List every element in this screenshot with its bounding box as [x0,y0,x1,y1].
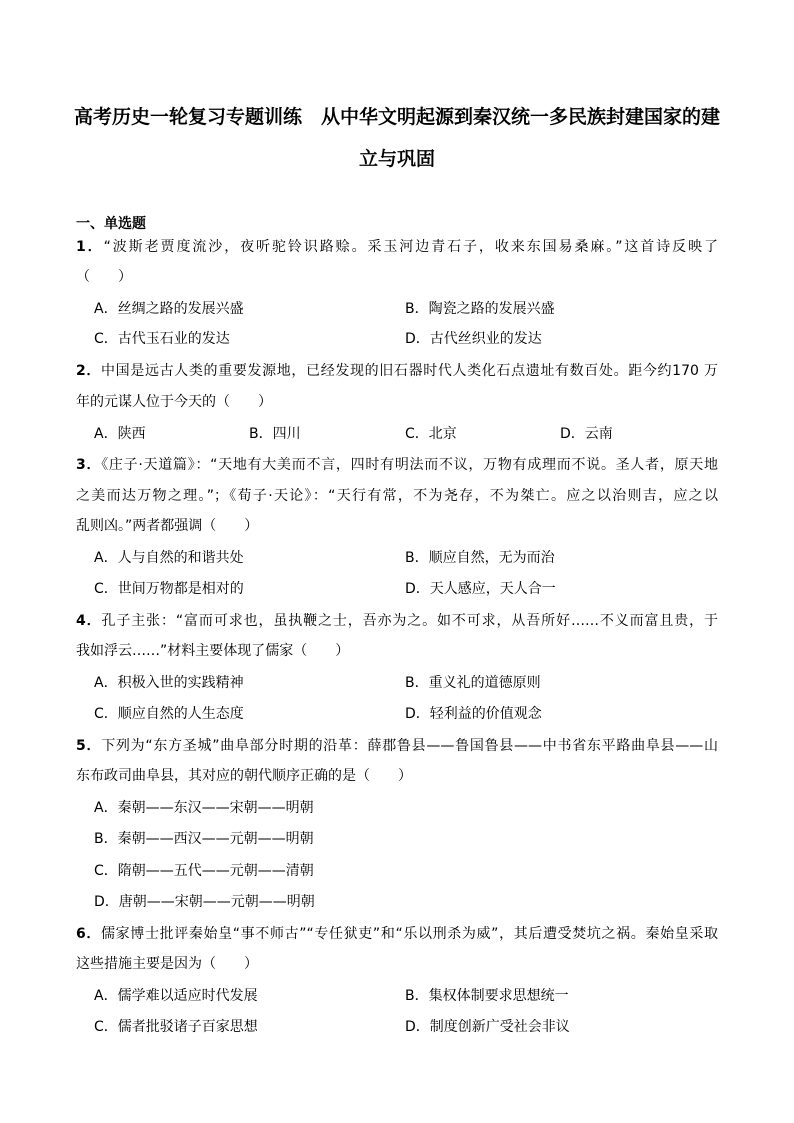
question-4-option-b[interactable]: B．重义礼的道德原则 [405,675,541,691]
question-1-option-b[interactable]: B．陶瓷之路的发展兴盛 [405,301,555,317]
question-6-line-1: 6．儒家博士批评秦始皇“事不师古”“专任狱吏”和“乐以刑杀为威”，其后遭受焚坑之祸。秦始皇采取 [76,926,719,942]
question-2-option-d[interactable]: D．云南 [560,426,613,442]
question-4-option-d[interactable]: D．轻利益的价值观念 [405,706,542,722]
question-4-line-1: 4．孔子主张：“富而可求也，虽执鞭之士，吾亦为之。如不可求，从吾所好……不义而富且贵，于 [76,613,718,629]
question-3-option-c[interactable]: C．世间万物都是相对的 [94,581,244,597]
question-3-line-3: 乱则凶。”两者都强调（ ） [76,518,259,534]
question-3-number: 3． [76,457,102,473]
question-6-option-b[interactable]: B．集权体制要求思想统一 [405,988,569,1004]
question-4-option-c[interactable]: C．顺应自然的人生态度 [94,706,244,722]
question-2-line-1: 2．中国是远古人类的重要发源地，已经发现的旧石器时代人类化石点遗址有数百处。距今约170 万 [76,363,718,379]
question-2-option-a[interactable]: A．陕西 [94,426,146,442]
question-5-option-b[interactable]: B．秦朝——西汉——元朝——明朝 [94,831,314,847]
question-5-option-c[interactable]: C．隋朝——五代——元朝——清朝 [94,863,314,879]
question-1-option-a[interactable]: A．丝绸之路的发展兴盛 [94,301,244,317]
question-1-option-c[interactable]: C．古代玉石业的发达 [94,331,230,347]
question-6-line-2: 这些措施主要是因为（ ） [76,956,258,972]
question-2-number: 2． [76,363,102,379]
section-heading: 一、单选题 [76,216,146,232]
question-3-option-b[interactable]: B．顺应自然，无为而治 [405,550,555,566]
question-6-option-a[interactable]: A．儒学难以适应时代发展 [94,988,258,1004]
question-5-option-a[interactable]: A．秦朝——东汉——宋朝——明朝 [94,800,314,816]
question-3-option-a[interactable]: A．人与自然的和谐共处 [94,550,244,566]
question-1-line-2: （ ） [76,269,132,285]
question-5-number: 5． [76,738,102,754]
question-4-option-a[interactable]: A．积极入世的实践精神 [94,675,244,691]
question-5-line-2: 东布政司曲阜县，其对应的朝代顺序正确的是（ ） [76,768,412,784]
question-5-option-d[interactable]: D．唐朝——宋朝——元朝——明朝 [94,894,315,910]
question-6-number: 6． [76,926,102,942]
question-3-line-2: 之美而达万物之理。”；《荀子·天论》：“天行有常，不为尧存，不为桀亡。应之以治则吉，应之以 [76,488,718,504]
question-5-line-1: 5．下列为“东方圣城”曲阜部分时期的沿革：薛郡鲁县——鲁国鲁县——中书省东平路曲阜县——山 [76,738,718,754]
question-1-number: 1． [76,239,104,255]
question-2-line-2: 年的元谋人位于今天的（ ） [76,394,272,410]
question-6-option-c[interactable]: C．儒者批驳诸子百家思想 [94,1019,258,1035]
question-3-line-1: 3．《庄子·天道篇》：“天地有大美而不言，四时有明法而不议，万物有成理而不说。圣人者，原天地 [76,457,719,473]
question-2-option-b[interactable]: B．四川 [249,426,301,442]
question-3-option-d[interactable]: D．天人感应，天人合一 [405,581,556,597]
question-6-option-d[interactable]: D．制度创新广受社会非议 [405,1019,570,1035]
question-4-number: 4． [76,613,102,629]
question-1-line-1: 1．“波斯老贾度流沙，夜听驼铃识路赊。采玉河边青石子，收来东国易桑麻。”这首诗反映了 [76,239,718,255]
question-4-line-2: 我如浮云……”材料主要体现了儒家（ ） [76,643,350,659]
document-title-line-1: 高考历史一轮复习专题训练 从中华文明起源到秦汉统一多民族封建国家的建 [73,106,720,128]
question-1-option-d[interactable]: D．古代丝织业的发达 [405,331,542,347]
question-2-option-c[interactable]: C．北京 [405,426,457,442]
document-title-line-2: 立与巩固 [358,148,435,170]
